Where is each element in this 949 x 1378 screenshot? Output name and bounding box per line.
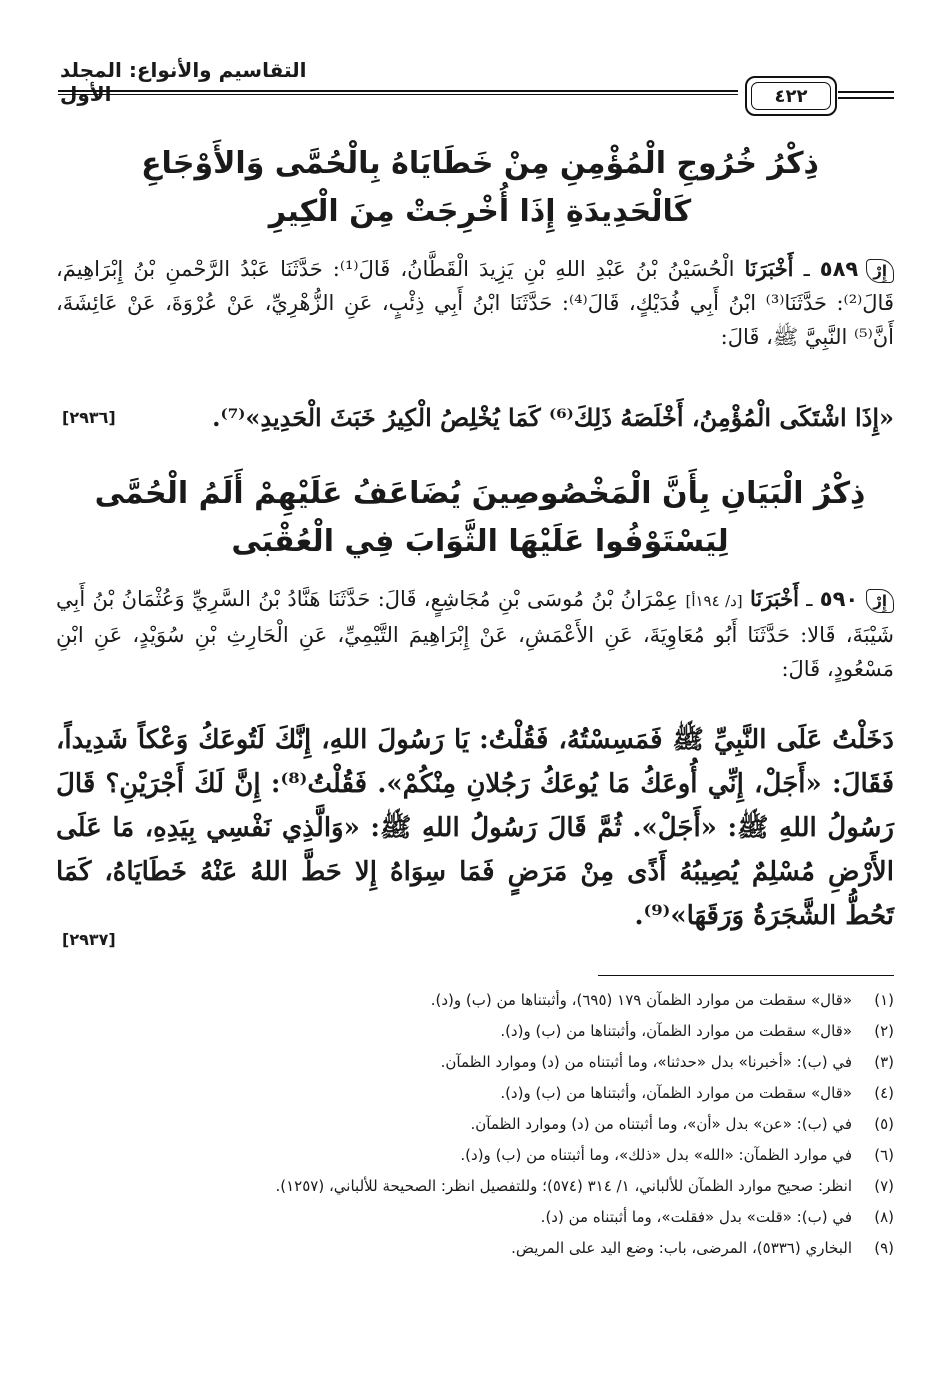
footnote <box>56 1048 894 1076</box>
hadith-lead: أَخْبَرَنَا <box>749 586 799 611</box>
hadith-590-isnad: إِرْ٥٩٠ ـ أَخْبَرَنَا [د/ ١٩٤أ] عِمْرَانُ بْنُ مُوسَى بْنِ مُجَاشِعٍ، قَالَ: حَدَّثَنَا هَنَّادُ بْنُ السَّرِيِّ وَعُثْمَانُ بْنُ أَبِي شَيْبَةَ، قَالا: حَدَّثَنَا أَبُو مُعَاوِيَةَ، عَنِ الأَعْمَشِ، عَنْ إِبْرَاهِيمَ التَّيْمِيِّ، عَنِ الْحَارِثِ بْنِ سُوَيْدٍ، عَنِ ابْنِ مَسْعُودٍ، قَالَ: <box>56 586 894 681</box>
hadith-badge-icon: إِرْ <box>866 259 894 283</box>
footnote <box>56 1110 894 1138</box>
hadith-589-reference: [٢٩٣٦] <box>62 408 116 427</box>
footnote-number: (٣) <box>874 1053 894 1071</box>
section-heading-2-line-2: لِيَسْتَوْفُوا عَلَيْهَا الثَّوَابَ فِي الْعُقْبَى <box>231 524 729 559</box>
footnotes <box>56 986 894 1265</box>
footnote <box>56 1017 894 1045</box>
section-heading-1-line-2: كَالْحَدِيدَةِ إِذَا أُخْرِجَتْ مِنَ الْكِيرِ <box>268 194 692 229</box>
hadith-number: ٥٨٩ <box>819 257 859 281</box>
page-number-rule-bottom <box>838 97 894 99</box>
footnote-number: (٧) <box>874 1177 894 1195</box>
footnote-number: (٩) <box>874 1239 894 1257</box>
footnote-number: (٢) <box>874 1022 894 1040</box>
footnote <box>56 1172 894 1200</box>
hadith-number: ٥٩٠ <box>819 587 859 611</box>
footnote-text: في (ب): «عن» بدل «أن»، وما أثبتناه من (د) وموارد الظمآن. <box>470 1115 852 1133</box>
footnote <box>56 1079 894 1107</box>
footnote <box>56 1203 894 1231</box>
hadith-chain: عِمْرَانُ بْنُ مُوسَى بْنِ مُجَاشِعٍ، قَالَ: حَدَّثَنَا هَنَّادُ بْنُ السَّرِيِّ وَعُثْمَانُ بْنُ أَبِي شَيْبَةَ، قَالا: حَدَّثَنَا أَبُو مُعَاوِيَةَ، عَنِ الأَعْمَشِ، عَنْ إِبْرَاهِيمَ التَّيْمِيِّ، عَنِ الْحَارِثِ بْنِ سُوَيْدٍ، عَنِ ابْنِ مَسْعُودٍ، قَالَ: <box>56 587 894 681</box>
footnote-text: انظر: صحيح موارد الظمآن للألباني، ١/ ٣١٤ (٥٧٤)؛ وللتفصيل انظر: الصحيحة للألباني، (١٢٥٧). <box>275 1177 852 1195</box>
page-number-frame <box>745 76 837 116</box>
footnote-number: (٦) <box>874 1146 894 1164</box>
section-heading-1-line-1: ذِكْرُ خُرُوجِ الْمُؤْمِنِ مِنْ خَطَايَاهُ بِالْحُمَّى وَالأَوْجَاعِ <box>141 146 819 181</box>
footnote <box>56 1141 894 1169</box>
manuscript-marker: [د/ ١٩٤أ] <box>685 592 743 610</box>
footnote-number: (٤) <box>874 1084 894 1102</box>
footnote-text: «قال» سقطت من موارد الظمآن ١٧٩ (٦٩٥)، وأثبتناها من (ب) و(د). <box>430 991 852 1009</box>
hadith-589-isnad: إِرْ٥٨٩ ـ أَخْبَرَنَا الْحُسَيْنُ بْنُ عَبْدِ اللهِ بْنِ يَزِيدَ الْقَطَّانُ، قَالَ⁽¹⁾: حَدَّثَنَا عَبْدُ الرَّحْمنِ بْنُ إِبْرَاهِيمَ، قَالَ⁽²⁾: حَدَّثَنَا⁽³⁾ ابْنُ أَبِي فُدَيْكٍ، قَالَ⁽⁴⁾: حَدَّثَنَا ابْنُ أَبِي ذِئْبٍ، عَنِ الزُّهْرِيِّ، عَنْ عُرْوَةَ، عَنْ عَائِشَةَ، أَنَّ⁽⁵⁾ النَّبِيَّ ﷺ، قَالَ: <box>56 256 894 349</box>
footnote-number: (٥) <box>874 1115 894 1133</box>
footnote-text: في (ب): «أخبرنا» بدل «حدثنا»، وما أثبتناه من (د) وموارد الظمآن. <box>440 1053 852 1071</box>
footnote-number: (٨) <box>874 1208 894 1226</box>
footnote-text: في (ب): «قلت» بدل «فقلت»، وما أثبتناه من (د). <box>540 1208 852 1226</box>
footnote <box>56 1234 894 1262</box>
footnote-number: (١) <box>874 991 894 1009</box>
footnote-text: البخاري (٥٣٣٦)، المرضى، باب: وضع اليد على المريض. <box>511 1239 852 1257</box>
hadith-text: «إِذَا اشْتَكَى الْمُؤْمِنُ، أَخْلَصَهُ ذَلِكَ⁽⁶⁾ كَمَا يُخْلِصُ الْكِيرُ خَبَثَ الْحَدِيدِ»⁽⁷⁾. <box>212 403 894 432</box>
header-rule <box>58 90 738 92</box>
footnote-text: «قال» سقطت من موارد الظمآن، وأثبتناها من (ب) و(د). <box>500 1022 852 1040</box>
hadith-badge-icon: إِرْ <box>866 589 894 613</box>
hadith-590-reference: [٢٩٣٧] <box>62 930 116 949</box>
hadith-lead: أَخْبَرَنَا <box>744 256 794 281</box>
section-heading-2-line-1: ذِكْرُ الْبَيَانِ بِأَنَّ الْمَخْصُوصِينَ يُضَاعَفُ عَلَيْهِمْ أَلَمُ الْحُمَّى <box>94 476 866 511</box>
footnote-text: «قال» سقطت من موارد الظمآن، وأثبتناها من (ب) و(د). <box>500 1084 852 1102</box>
hadith-text: دَخَلْتُ عَلَى النَّبِيِّ ﷺ فَمَسِسْتُهُ، فَقُلْتُ: يَا رَسُولَ اللهِ، إِنَّكَ لَتُوعَكُ وَعْكاً شَدِيداً، فَقَالَ: «أَجَلْ، إِنِّي أُوعَكُ مَا يُوعَكُ رَجُلانِ مِنْكُمْ». فَقُلْتُ⁽⁸⁾: إِنَّ لَكَ أَجْرَيْنِ؟ قَالَ رَسُولُ اللهِ ﷺ: «أَجَلْ». ثُمَّ قَالَ رَسُولُ اللهِ ﷺ: «وَالَّذِي نَفْسِي بِيَدِهِ، مَا عَلَى الأَرْضِ مُسْلِمٌ يُصِيبُهُ أَذًى مِنْ مَرَضٍ فَمَا سِوَاهُ إِلا حَطَّ اللهُ عَنْهُ خَطَايَاهُ، كَمَا تَحُطُّ الشَّجَرَةُ وَرَقَهَا»⁽⁹⁾. <box>56 725 894 931</box>
hadith-589-matn <box>56 398 894 438</box>
footnote <box>56 986 894 1014</box>
hadith-chain: الْحُسَيْنُ بْنُ عَبْدِ اللهِ بْنِ يَزِيدَ الْقَطَّانُ، قَالَ⁽¹⁾: حَدَّثَنَا عَبْدُ الرَّحْمنِ بْنُ إِبْرَاهِيمَ، قَالَ⁽²⁾: حَدَّثَنَا⁽³⁾ ابْنُ أَبِي فُدَيْكٍ، قَالَ⁽⁴⁾: حَدَّثَنَا ابْنُ أَبِي ذِئْبٍ، عَنِ الزُّهْرِيِّ، عَنْ عُرْوَةَ، عَنْ عَائِشَةَ، أَنَّ⁽⁵⁾ النَّبِيَّ ﷺ، قَالَ: <box>56 257 894 349</box>
page-number-rule-top <box>838 91 894 93</box>
footnote-text: في موارد الظمآن: «الله» بدل «ذلك»، وما أثبتناه من (ب) و(د). <box>460 1146 852 1164</box>
page-number: ٤٢٢ <box>751 82 831 110</box>
footnote-separator <box>598 975 894 976</box>
hadith-590-matn <box>56 718 894 938</box>
running-header: التقاسيم والأنواع: المجلد الأول <box>60 58 307 106</box>
header-rule-thin <box>58 94 738 95</box>
